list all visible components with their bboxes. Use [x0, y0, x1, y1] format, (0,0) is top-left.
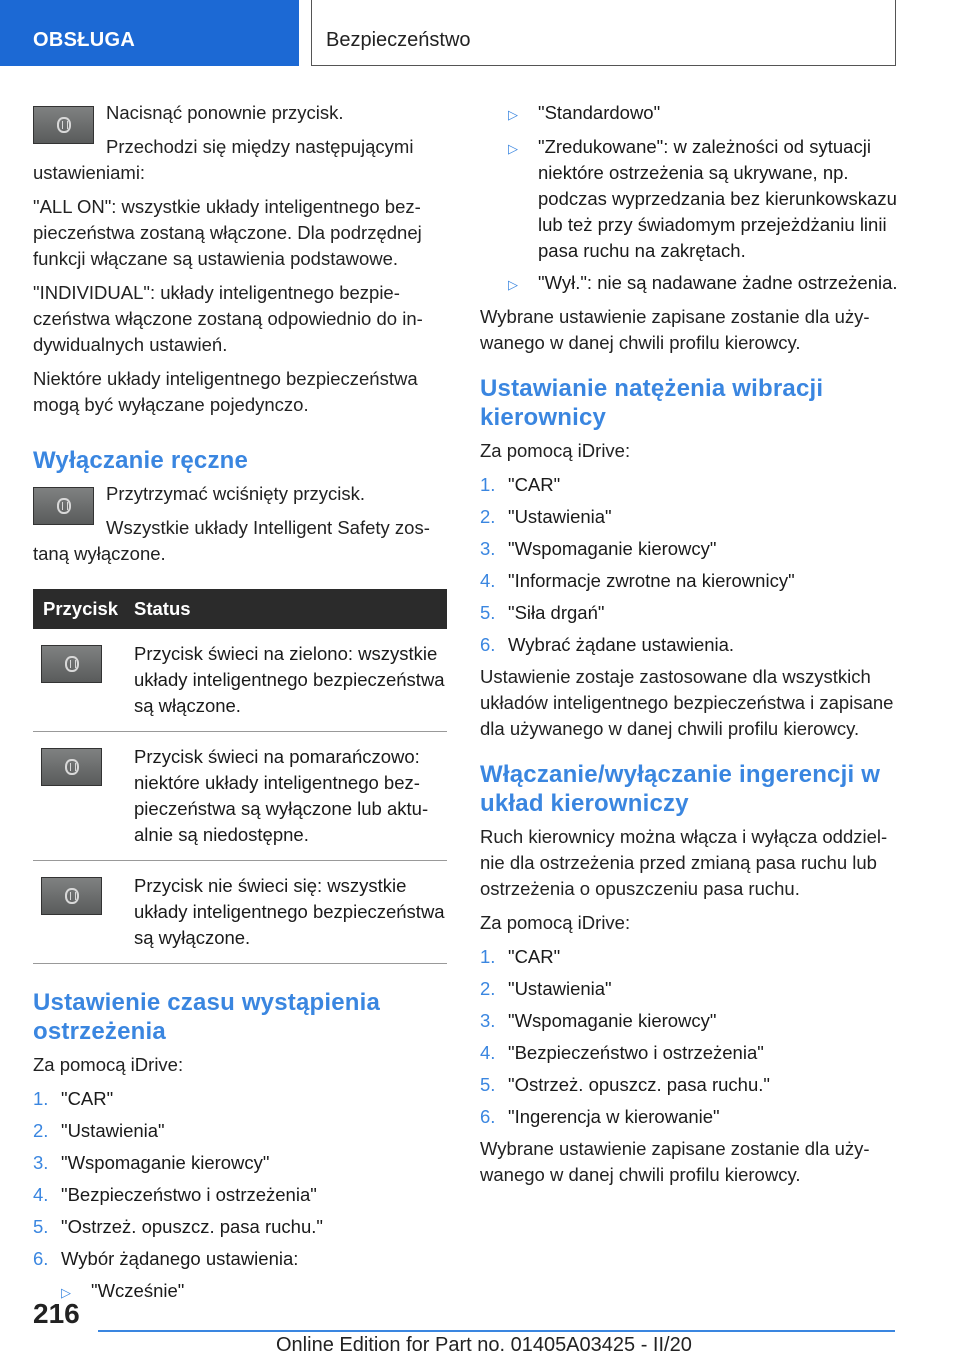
page-number: 216 [33, 1298, 80, 1329]
list-item: 1. "CAR" [33, 1088, 114, 1109]
steps-list [480, 472, 900, 658]
triangle-bullet-icon: ▷ [61, 1285, 71, 1300]
page-header [0, 0, 960, 66]
steps-list [480, 944, 900, 1130]
triangle-bullet-icon: ▷ [508, 141, 518, 156]
table-col-header: Przycisk [43, 598, 119, 619]
list-item: ▷ "Wył.": nie są nadawane żadne ostrzeżenia. [508, 270, 900, 298]
safety-button-green-icon [41, 645, 102, 683]
list-item: 4. "Informacje zwrotne na kierownicy" [480, 570, 795, 591]
list-item: ▷ "Zredukowane": w zależności od sytuacji niektóre ostrzeżenia są ukrywane, np. podczas wyprzedzania bez kierunkowskazu lub też przy świadomym przejeżdżaniu linii pasa ruchu na zakrętach. [508, 134, 900, 264]
list-item: 6. Wybrać żądane ustawienia. [480, 634, 735, 655]
section-heading: Ustawianie natężenia wibracji kierownicy [480, 375, 824, 431]
list-item: 4. "Bezpieczeństwo i ostrzeżenia" [33, 1184, 317, 1205]
chapter-tab: Bezpieczeństwo [311, 0, 896, 66]
triangle-bullet-icon: ▷ [508, 277, 518, 292]
option-list [33, 1278, 453, 1306]
triangle-bullet-icon: ▷ [508, 107, 518, 122]
footer-divider [98, 1330, 895, 1332]
paragraph: Wybrane ustawienie zapisane zostanie dla używanego w danej chwili profilu kierowcy. [480, 1138, 870, 1185]
section-tab: OBSŁUGA [0, 0, 299, 66]
list-item: 5. "Siła drgań" [480, 602, 605, 623]
paragraph: Za pomocą iDrive: [33, 1054, 184, 1075]
list-item: 3. "Wspomaganie kierowcy" [33, 1152, 270, 1173]
table-cell: Przycisk świeci na zielono: wszystkie układy inteligentnego bezpieczeństwa są włączone. [134, 643, 445, 716]
table-col-header: Status [134, 598, 191, 619]
edition-note: Online Edition for Part no. 01405A03425 - II/20 [276, 1334, 692, 1356]
list-item: ▷ "Standardowo" [508, 100, 900, 128]
paragraph: "INDIVIDUAL": układy inteligentnego bezpieczeństwa włączone zostaną odpowiednio do indywidualnych ustawień. [33, 282, 423, 355]
option-list [480, 100, 900, 298]
steps-list [33, 1086, 453, 1272]
list-item: 1. "CAR" [480, 946, 561, 967]
list-item: 6. Wybór żądanego ustawienia: [33, 1248, 299, 1269]
section-heading: Ustawienie czasu wystąpienia ostrzeżenia [33, 989, 381, 1045]
paragraph: Wszystkie układy Intelligent Safety zostaną wyłączone. [33, 517, 430, 564]
list-item: 3. "Wspomaganie kierowcy" [480, 538, 717, 559]
button-instruction-2 [33, 481, 453, 567]
paragraph: Przechodzi się między następującymi ustawieniami: [33, 136, 414, 183]
paragraph: Wybrane ustawienie zapisane zostanie dla używanego w danej chwili profilu kierowcy. [480, 306, 870, 353]
table-cell: Przycisk świeci na pomarańczowo: niektóre układy inteligentnego bezpieczeństwa są wyłączone lub aktualnie są niedostępne. [134, 746, 429, 845]
paragraph: Ruch kierownicy można włącza i wyłącza oddzielnie dla ostrzeżenia przed zmianą pasa ruchu lub ostrzeżenia o opuszczeniu pasa ruchu. [480, 826, 888, 899]
table-row [33, 629, 447, 732]
list-item: 2. "Ustawienia" [33, 1120, 165, 1141]
paragraph: Niektóre układy inteligentnego bezpieczeństwa mogą być wyłączane pojedynczo. [33, 368, 418, 415]
table-row [33, 861, 447, 964]
section-heading: Wyłączanie ręczne [33, 447, 249, 474]
safety-button-icon [33, 487, 94, 525]
section-heading: Włączanie/wyłączanie ingerencji w układ kierowniczy [480, 761, 881, 817]
list-item: 1. "CAR" [480, 474, 561, 495]
table-cell: Przycisk nie świeci się: wszystkie układy inteligentnego bezpieczeństwa są wyłączone. [134, 875, 445, 948]
list-item: ▷ "Wcześnie" [61, 1278, 453, 1306]
table-row [33, 732, 447, 861]
status-table [33, 589, 447, 964]
safety-button-off-icon [41, 877, 102, 915]
list-item: 5. "Ostrzeż. opuszcz. pasa ruchu." [33, 1216, 323, 1237]
right-column [480, 100, 900, 1196]
paragraph: Nacisnąć ponownie przycisk. [106, 102, 344, 123]
table-header [33, 589, 447, 629]
list-item: 4. "Bezpieczeństwo i ostrzeżenia" [480, 1042, 764, 1063]
paragraph: Za pomocą iDrive: [480, 912, 631, 933]
list-item: 2. "Ustawienia" [480, 978, 612, 999]
paragraph: Za pomocą iDrive: [480, 440, 631, 461]
list-item: 2. "Ustawienia" [480, 506, 612, 527]
paragraph: "ALL ON": wszystkie układy inteligentnego bezpieczeństwa zostaną włączone. Dla podrzędnej funkcji włączane są ustawienia podstawowe. [33, 196, 422, 269]
button-instruction-1 [33, 100, 453, 186]
safety-button-icon [33, 106, 94, 144]
list-item: 5. "Ostrzeż. opuszcz. pasa ruchu." [480, 1074, 770, 1095]
paragraph: Ustawienie zostaje zastosowane dla wszystkich układów inteligentnego bezpieczeństwa i zapisane dla używanego w danej chwili profilu kierowcy. [480, 666, 894, 739]
paragraph: Przytrzymać wciśnięty przycisk. [106, 483, 366, 504]
left-column [33, 100, 453, 1312]
safety-button-orange-icon [41, 748, 102, 786]
list-item: 6. "Ingerencja w kierowanie" [480, 1106, 720, 1127]
list-item: 3. "Wspomaganie kierowcy" [480, 1010, 717, 1031]
